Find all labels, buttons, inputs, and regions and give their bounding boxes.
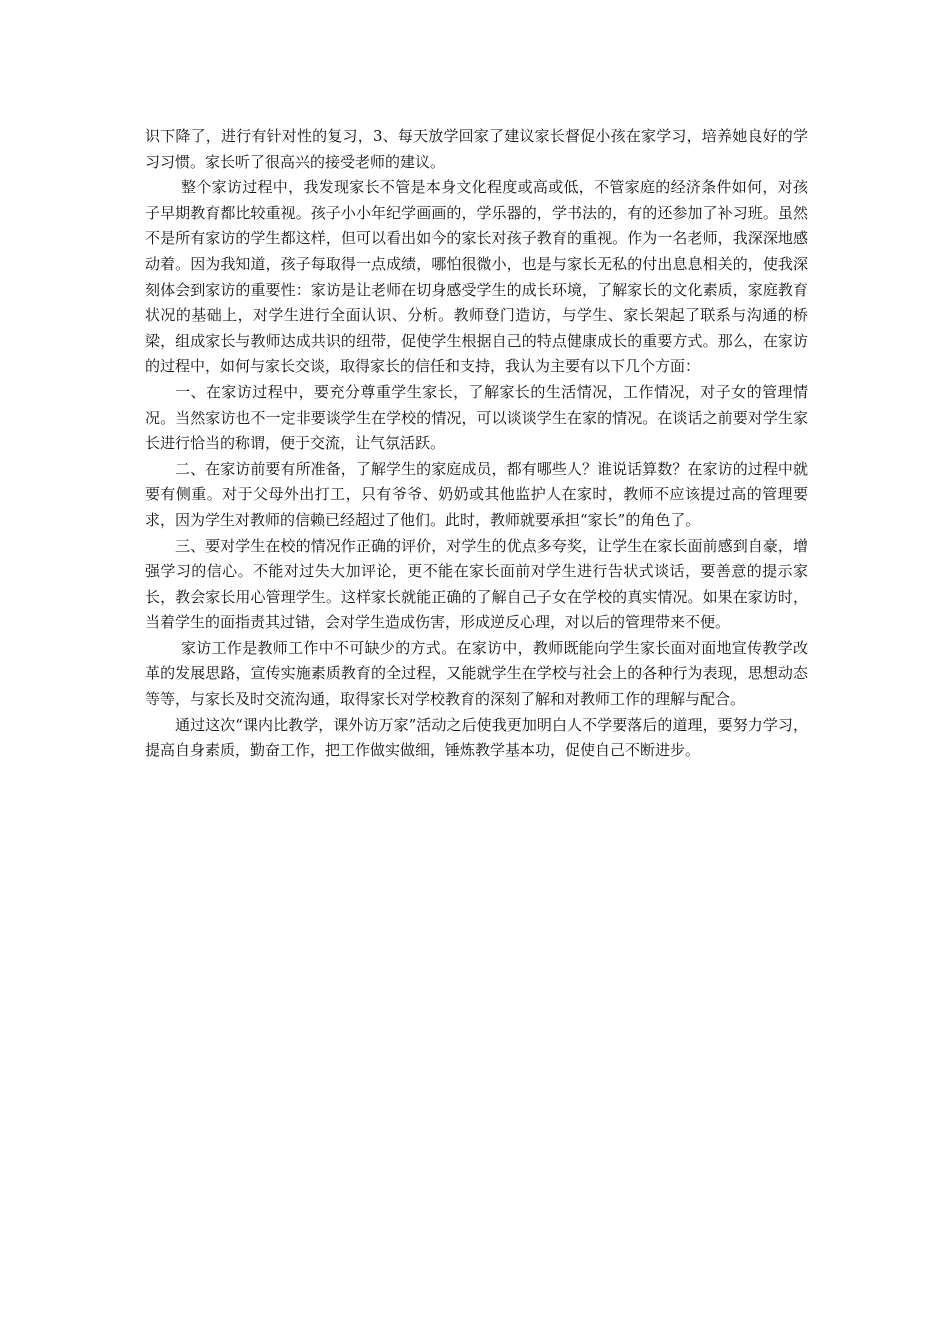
paragraph-6: 家访工作是教师工作中不可缺少的方式。在家访中，教师既能向学生家长面对面地宣传教学改革的发展思路，宣传实施素质教育的全过程，又能就学生在学校与社会上的各种行为表现，思想动态等等，与家长及时交流沟通，取得家长对学校教育的深刻了解和对教师工作的理解与配合。 bbox=[145, 638, 808, 709]
paragraph-3: 一、在家访过程中，要充分尊重学生家长，了解家长的生活情况，工作情况，对子女的管理情况。当然家访也不一定非要谈学生在学校的情况，可以谈谈学生在家的情况。在谈话之前要对学生家长进行恰当的称谓，便于交流，让气氛活跃。 bbox=[145, 382, 808, 453]
document-body bbox=[145, 124, 808, 764]
paragraph-1: 识下降了，进行有针对性的复习，3、每天放学回家了建议家长督促小孩在家学习，培养她良好的学习习惯。家长听了很高兴的接受老师的建议。 bbox=[145, 127, 808, 171]
paragraph-5: 三、要对学生在校的情况作正确的评价，对学生的优点多夸奖，让学生在家长面前感到自豪，增强学习的信心。不能对过失大加评论，更不能在家长面前对学生进行告状式谈话，要善意的提示家长，教会家长用心管理学生。这样家长就能正确的了解自己子女在学校的真实情况。如果在家访时，当着学生的面指责其过错，会对学生造成伤害，形成逆反心理，对以后的管理带来不便。 bbox=[145, 536, 808, 632]
paragraph-7: 通过这次“课内比教学，课外访万家”活动之后使我更加明白人不学要落后的道理，要努力学习，提高自身素质，勤奋工作，把工作做实做细，锤炼教学基本功，促使自己不断进步。 bbox=[145, 715, 808, 760]
paragraph-2: 整个家访过程中，我发现家长不管是本身文化程度或高或低，不管家庭的经济条件如何，对孩子早期教育都比较重视。孩子小小年纪学画画的，学乐器的，学书法的，有的还参加了补习班。虽然不是所有家访的学生都这样，但可以看出如今的家长对孩子教育的重视。作为一名老师，我深深地感动着。因为我知道，孩子每取得一点成绩，哪怕很微小，也是与家长无私的付出息息相关的，使我深刻体会到家访的重要性：家访是让老师在切身感受学生的成长环境，了解家长的文化素质，家庭教育状况的基础上，对学生进行全面认识、分析。教师登门造访，与学生、家长架起了联系与沟通的桥梁，组成家长与教师达成共识的纽带，促使学生根据自己的特点健康成长的重要方式。那么，在家访的过程中，如何与家长交谈，取得家长的信任和支持，我认为主要有以下几个方面： bbox=[145, 178, 808, 376]
paragraph-4: 二、在家访前要有所准备，了解学生的家庭成员，都有哪些人？谁说话算数？在家访的过程中就要有侧重。对于父母外出打工，只有爷爷、奶奶或其他监护人在家时，教师不应该提过高的管理要求，因为学生对教师的信赖已经超过了他们。此时，教师就要承担“家长”的角色了。 bbox=[145, 459, 808, 529]
